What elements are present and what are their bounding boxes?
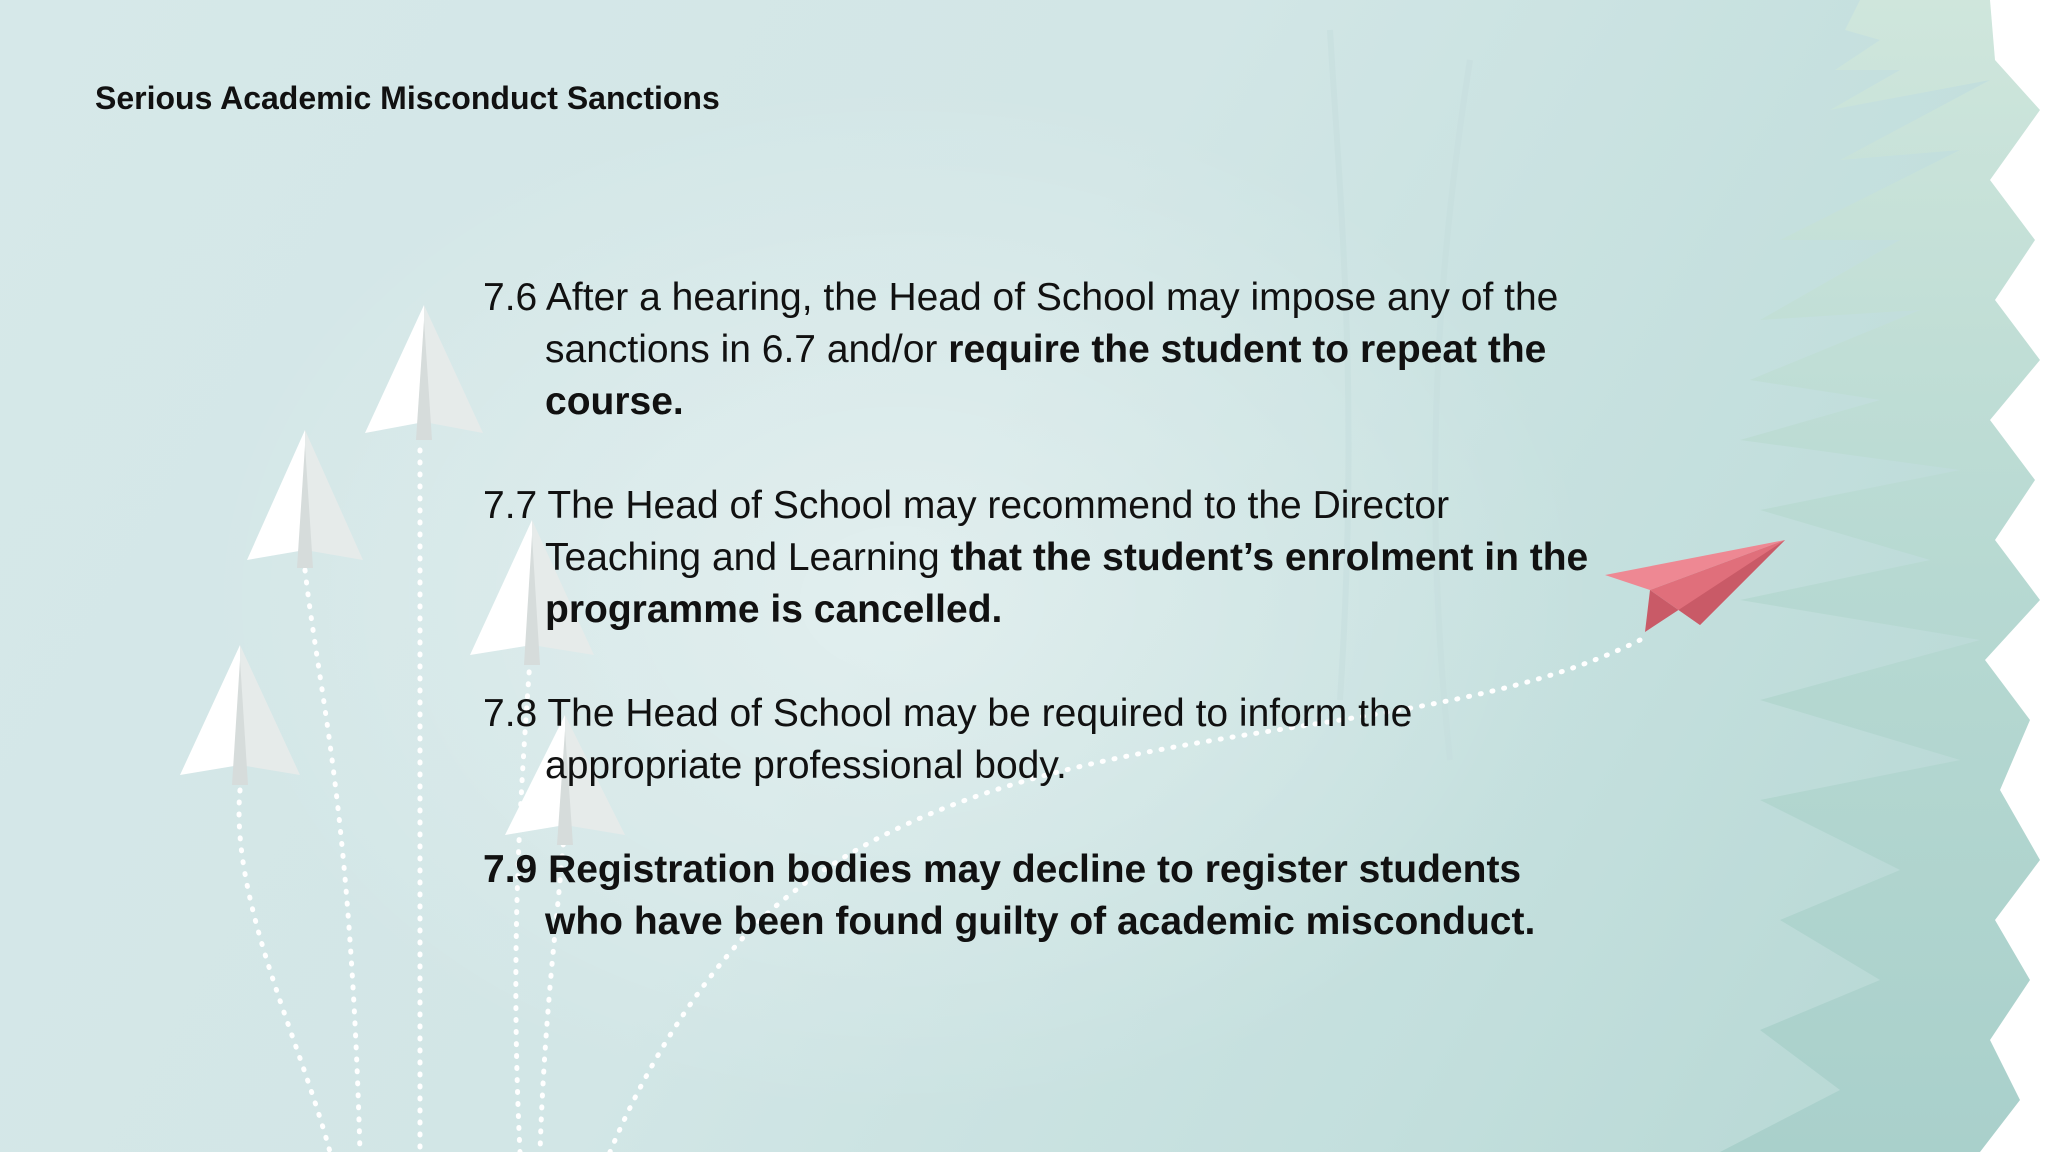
item-emphasis: Registration bodies may decline to register students who have been found guilty of academic misconduct. — [545, 848, 1536, 943]
item-text: The Head of School may recommend to the Director Teaching and Learning — [545, 484, 1450, 579]
item-number: 7.8 — [483, 692, 538, 735]
sanction-item-7-6 — [483, 272, 1603, 428]
pink-paper-plane-icon — [1605, 540, 1785, 632]
item-text: The Head of School may be required to inform the appropriate professional body. — [545, 692, 1413, 787]
item-text: After a hearing, the Head of School may impose any of the sanctions in 6.7 and/or — [545, 276, 1559, 371]
item-emphasis: that the student’s enrolment in the programme is cancelled. — [545, 536, 1589, 631]
sanction-item-7-7 — [483, 480, 1603, 636]
item-number: 7.9 — [483, 848, 538, 891]
item-number: 7.7 — [483, 484, 538, 527]
item-emphasis: require the student to repeat the course. — [545, 328, 1547, 423]
sanction-item-7-8 — [483, 688, 1603, 792]
sanctions-list — [483, 272, 1603, 1000]
sanction-item-7-9 — [483, 844, 1603, 948]
slide-title: Serious Academic Misconduct Sanctions — [95, 80, 720, 116]
item-number: 7.6 — [483, 276, 538, 319]
